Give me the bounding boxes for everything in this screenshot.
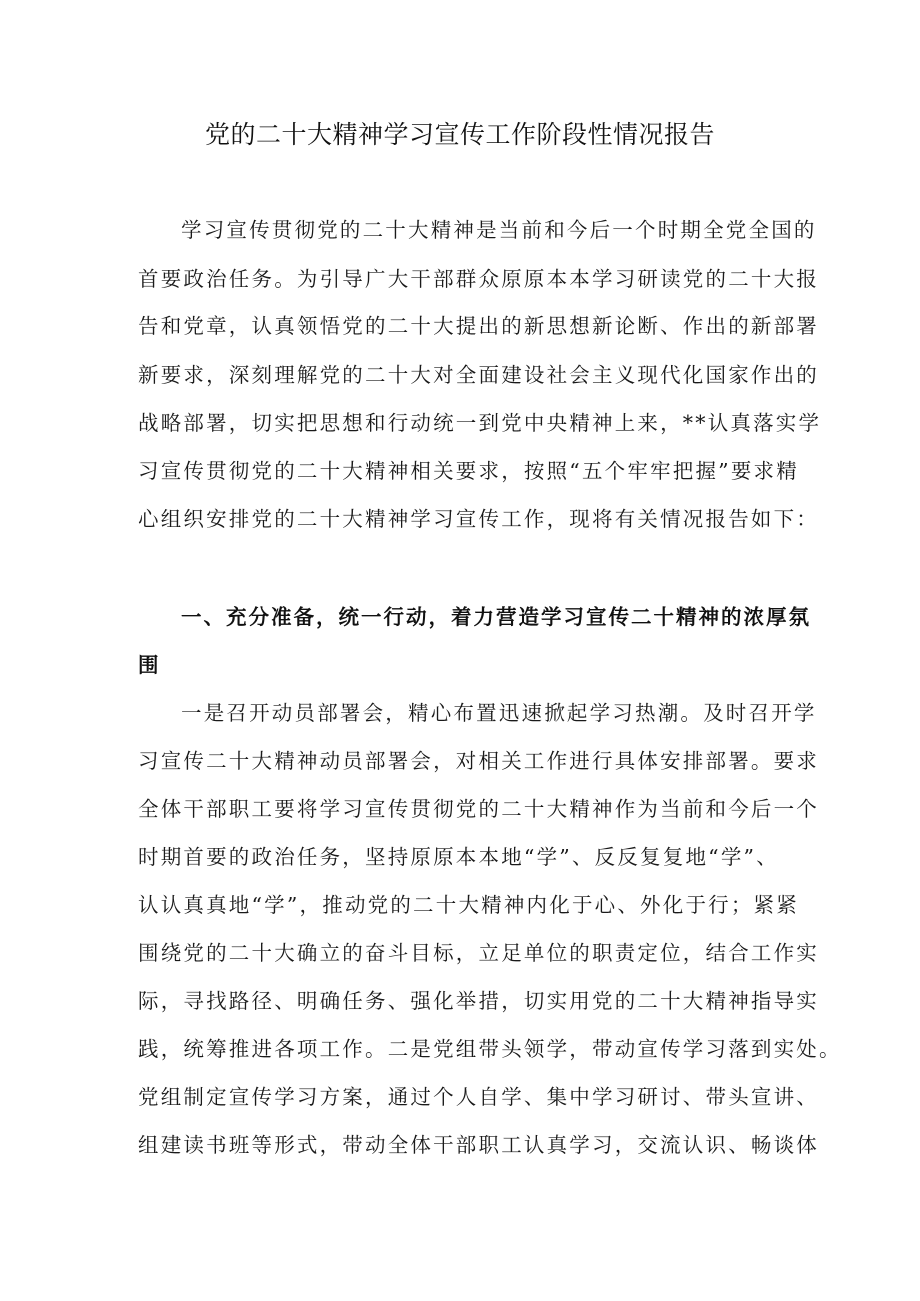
- intro-line: 新要求，深刻理解党的二十大对全面建设社会主义现代化国家作出的: [138, 363, 819, 387]
- section-heading: 一、充分准备，统一行动，着力营造学习宣传二十精神的浓厚氛: [181, 605, 811, 629]
- body-line: 际，寻找路径、明确任务、强化举措，切实用党的二十大精神指导实: [138, 989, 819, 1013]
- intro-line: 习宣传贯彻党的二十大精神相关要求，按照“五个牢牢把握”要求精: [138, 459, 799, 483]
- body-line: 时期首要的政治任务，坚持原原本本地“学”、反反复复地“学”、: [138, 845, 779, 869]
- section-heading: 围: [138, 653, 161, 677]
- body-line: 围绕党的二十大确立的奋斗目标，立足单位的职责定位，结合工作实: [138, 941, 819, 965]
- body-line: 全体干部职工要将学习宣传贯彻党的二十大精神作为当前和今后一个: [138, 797, 819, 821]
- intro-line: 首要政治任务。为引导广大干部群众原原本本学习研读党的二十大报: [138, 267, 819, 291]
- body-line: 组建读书班等形式，带动全体干部职工认真学习，交流认识、畅谈体: [138, 1133, 819, 1157]
- body-line: 认认真真地“学”，推动党的二十大精神内化于心、外化于行；紧紧: [138, 893, 799, 917]
- body-line: 一是召开动员部署会，精心布置迅速掀起学习热潮。及时召开学: [181, 701, 817, 725]
- body-line: 习宣传二十大精神动员部署会，对相关工作进行具体安排部署。要求: [138, 749, 819, 773]
- body-line: 践，统筹推进各项工作。二是党组带头领学，带动宣传学习落到实处。: [138, 1037, 842, 1061]
- intro-line: 告和党章，认真领悟党的二十大提出的新思想新论断、作出的新部署: [138, 314, 819, 338]
- intro-line: 学习宣传贯彻党的二十大精神是当前和今后一个时期全党全国的: [181, 218, 817, 242]
- document-title: 党的二十大精神学习宣传工作阶段性情况报告: [204, 120, 715, 149]
- intro-line: 战略部署，切实把思想和行动统一到党中央精神上来，**认真落实学: [138, 411, 822, 435]
- intro-line: 心组织安排党的二十大精神学习宣传工作，现将有关情况报告如下：: [138, 507, 819, 531]
- body-line: 党组制定宣传学习方案，通过个人自学、集中学习研讨、带头宣讲、: [138, 1085, 819, 1109]
